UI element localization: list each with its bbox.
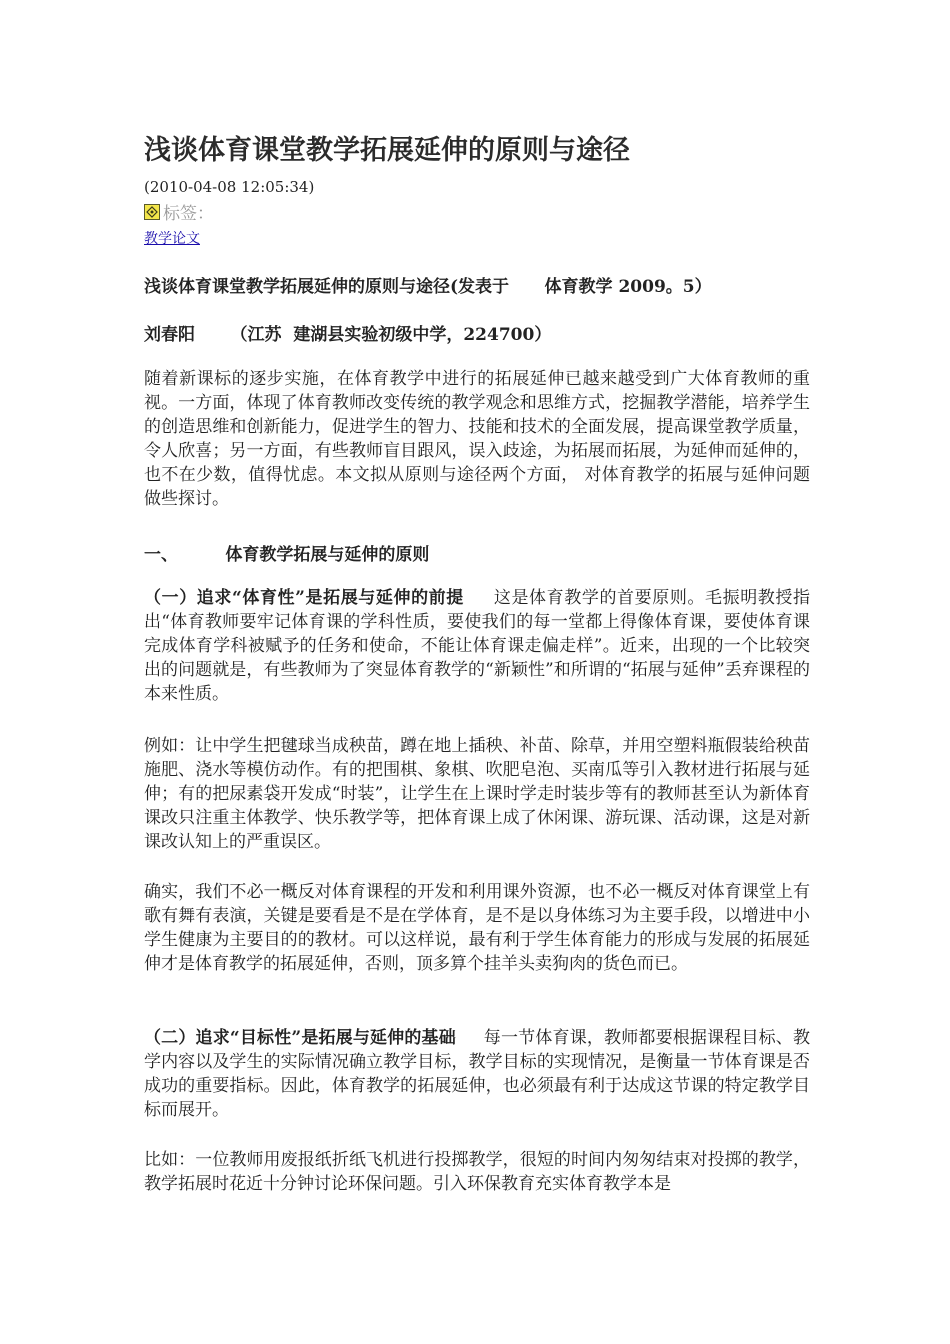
tag-icon (144, 204, 160, 220)
principle-2-lead: （二）追求“目标性”是拓展与延伸的基础 (144, 1028, 456, 1048)
tag-link-teaching-paper[interactable]: 教学论文 (144, 231, 200, 247)
article-subtitle: 浅谈体育课堂教学拓展延伸的原则与途径(发表于 体育教学 2009。5） (144, 277, 712, 297)
paragraph-principle-2 (144, 1026, 810, 1122)
tag-row (144, 199, 214, 224)
paragraph-indeed: 确实，我们不必一概反对体育课程的开发和利用课外资源，也不必一概反对体育课堂上有歌有舞有表演，关键是要看是不是在学体育，是不是以身体练习为主要手段，以增进中小学生健康为主要目的的教材。可以这样说，最有利于学生体育能力的形成与发展的拓展延伸才是体育教学的拓展延伸，否则，顶多算个挂羊头卖狗肉的货色而已。 (144, 882, 810, 974)
paragraph-principle-1 (144, 586, 810, 706)
principle-2-body: 每一节体育课，教师都要根据课程目标、教学内容以及学生的实际情况确立教学目标，教学目标的实现情况，是衡量一节体育课是否成功的重要指标。因此，体育教学的拓展延伸，也必须最有利于达成这节课的特定教学目标而展开。 (144, 1028, 810, 1120)
author-line: 刘春阳 （江苏 建湖县实验初级中学，224700） (144, 325, 552, 345)
principle-1-body: 这是体育教学的首要原则。毛振明教授指出“体育教师要牢记体育课的学科性质，要使我们的每一堂都上得像体育课，要使体育课完成体育学科被赋予的任务和使命，不能让体育课走偏走样”。近来，出现的一个比较突出的问题就是，有些教师为了突显体育教学的“新颖性”和所谓的“拓展与延伸”丢弃课程的本来性质。 (144, 588, 810, 704)
intro-paragraph: 随着新课标的逐步实施，在体育教学中进行的拓展延伸已越来越受到广大体育教师的重视。一方面，体现了体育教师改变传统的教学观念和思维方式，挖掘教学潜能，培养学生的创造思维和创新能力，促进学生的智力、技能和技术的全面发展，提高课堂教学质量，令人欣喜；另一方面，有些教师盲目跟风，误入歧途，为拓展而拓展，为延伸而延伸的，也不在少数，值得忧虑。本文拟从原则与途径两个方面， 对体育教学的拓展与延伸问题做些探讨。 (144, 369, 810, 509)
paragraph-example-2: 比如：一位教师用废报纸折纸飞机进行投掷教学，很短的时间内匆匆结束对投掷的教学，教学拓展时花近十分钟讨论环保问题。引入环保教育充实体育教学本是 (144, 1150, 810, 1194)
post-timestamp: (2010-04-08 12:05:34) (144, 178, 315, 196)
article-title: 浅谈体育课堂教学拓展延伸的原则与途径 (144, 135, 630, 166)
tag-label: 标签： (163, 204, 214, 224)
section-heading-principles: 一、 体育教学拓展与延伸的原则 (144, 545, 430, 565)
paragraph-example-1: 例如：让中学生把毽球当成秧苗，蹲在地上插秧、补苗、除草，并用空塑料瓶假装给秧苗施肥、浇水等模仿动作。有的把围棋、象棋、吹肥皂泡、买南瓜等引入教材进行拓展与延伸；有的把尿素袋开发成“时装”，让学生在上课时学走时装步等有的教师甚至认为新体育课改只注重主体教学、快乐教学等，把体育课上成了休闲课、游玩课、活动课，这是对新课改认知上的严重误区。 (144, 736, 810, 852)
principle-1-lead: （一）追求“体育性”是拓展与延伸的前提 (144, 588, 464, 608)
